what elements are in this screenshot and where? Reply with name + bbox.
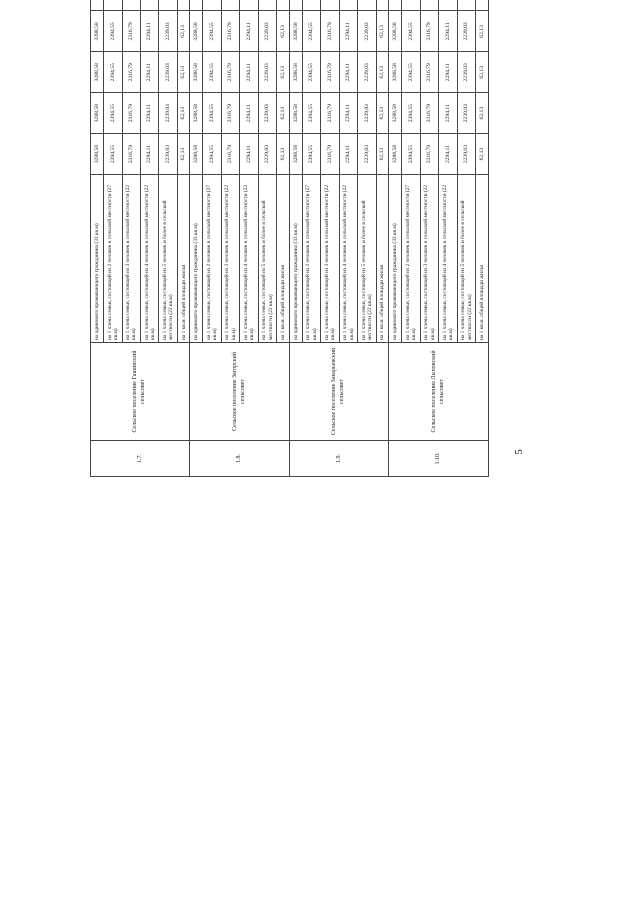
price-cell: 2239,03 (358, 52, 376, 93)
price-cell: 2394,55 (402, 11, 420, 52)
price-cell: 2394,55 (203, 93, 221, 134)
price-cell: 62,13 (476, 93, 489, 134)
price-cell: 2239,03 (159, 52, 177, 93)
price-cell: 3288,58 (190, 134, 203, 175)
price-cell: 2316,79 (221, 93, 239, 134)
category-label: на 1 члена семьи, состоящей из 4 человек в сельской местности (22 кв.м) (339, 175, 357, 343)
price-cell (190, 0, 203, 11)
price-cell: 2294,11 (240, 11, 258, 52)
price-cell (159, 0, 177, 11)
price-table (90, 0, 489, 477)
price-cell: 2294,11 (439, 11, 457, 52)
price-cell: 3288,58 (289, 134, 302, 175)
price-cell (476, 0, 489, 11)
category-label: на 1 кв.м. общей площади жилья (476, 175, 489, 343)
price-cell (91, 0, 104, 11)
price-cell: 2316,79 (420, 11, 438, 52)
category-label: на одинокого проживающего гражданина (33 кв.м) (190, 175, 203, 343)
price-cell: 3288,58 (389, 52, 402, 93)
price-cell: 2394,55 (203, 134, 221, 175)
category-label: на 1 члена семьи, состоящей из 3 человек в сельской местности (22 кв.м) (420, 175, 438, 343)
price-cell (258, 0, 276, 11)
price-cell: 2394,55 (104, 134, 122, 175)
price-cell (420, 0, 438, 11)
price-cell: 62,13 (376, 52, 389, 93)
price-cell: 2294,11 (140, 93, 158, 134)
price-cell: 3288,58 (289, 52, 302, 93)
section-number: 1.7. (91, 441, 190, 477)
price-cell: 3288,58 (389, 93, 402, 134)
section-number: 1.8. (190, 441, 289, 477)
price-cell: 2294,11 (240, 52, 258, 93)
price-cell: 2316,79 (420, 93, 438, 134)
price-cell: 62,13 (476, 11, 489, 52)
settlement-name: Сельское поселение Лыповский сельсовет (389, 343, 489, 441)
price-cell (321, 0, 339, 11)
settlement-name: Сельское поселение Закарьевский сельсовет (289, 343, 388, 441)
price-cell (122, 0, 140, 11)
price-cell: 2294,11 (339, 11, 357, 52)
table-row (190, 0, 203, 477)
price-cell: 2239,03 (258, 52, 276, 93)
price-cell: 2394,55 (104, 52, 122, 93)
category-label: на 1 члена семьи, состоящей из 4 человек в сельской местности (22 кв.м) (240, 175, 258, 343)
price-cell: 2294,11 (439, 52, 457, 93)
price-cell (277, 0, 290, 11)
price-cell (221, 0, 239, 11)
price-cell: 62,13 (376, 93, 389, 134)
settlement-name: Сельское поселение Гашинский сельсовет (91, 343, 190, 441)
price-cell: 2239,03 (457, 134, 475, 175)
price-cell (339, 0, 357, 11)
price-cell (376, 0, 389, 11)
price-cell: 62,13 (177, 52, 190, 93)
price-cell: 3288,58 (389, 134, 402, 175)
price-cell: 2394,55 (302, 93, 320, 134)
price-cell: 2394,55 (302, 134, 320, 175)
table-row (289, 0, 302, 477)
price-cell: 2316,79 (122, 134, 140, 175)
price-cell: 2239,03 (258, 93, 276, 134)
price-cell (289, 0, 302, 11)
price-cell: 2316,79 (321, 11, 339, 52)
price-cell: 2394,55 (203, 11, 221, 52)
price-cell (177, 0, 190, 11)
price-cell: 3288,58 (289, 93, 302, 134)
price-cell: 2316,79 (420, 134, 438, 175)
category-label: на 1 члена семьи, состоящей из 5 человек и более в сельской местности (22 кв.м) (358, 175, 376, 343)
price-cell: 62,13 (277, 93, 290, 134)
category-label: на 1 члена семьи, состоящей из 5 человек и более в сельской местности (22 кв.м) (258, 175, 276, 343)
price-cell: 2239,03 (358, 93, 376, 134)
price-cell: 2316,79 (122, 52, 140, 93)
price-cell: 2394,55 (402, 52, 420, 93)
price-cell: 2239,03 (159, 93, 177, 134)
price-cell: 62,13 (177, 11, 190, 52)
price-cell (358, 0, 376, 11)
category-label: на одинокого проживающего гражданина (33 кв.м) (389, 175, 402, 343)
table-row (91, 0, 104, 477)
price-cell: 2294,11 (140, 134, 158, 175)
price-cell: 2294,11 (439, 93, 457, 134)
price-cell: 2394,55 (402, 93, 420, 134)
page-number: 5 (513, 449, 525, 455)
price-cell: 2394,55 (104, 11, 122, 52)
price-cell: 2316,79 (321, 93, 339, 134)
price-cell: 2239,03 (457, 11, 475, 52)
price-cell: 2239,03 (457, 93, 475, 134)
category-label: на 1 кв.м. общей площади жилья (376, 175, 389, 343)
category-label: на 1 кв.м. общей площади жилья (177, 175, 190, 343)
category-label: на 1 члена семьи, состоящей из 3 человек в сельской местности (22 кв.м) (221, 175, 239, 343)
price-cell: 2316,79 (321, 52, 339, 93)
price-cell: 3288,58 (91, 52, 104, 93)
price-cell (104, 0, 122, 11)
price-cell: 2239,03 (258, 134, 276, 175)
price-cell: 62,13 (177, 134, 190, 175)
price-cell: 62,13 (476, 52, 489, 93)
price-cell: 2294,11 (240, 93, 258, 134)
price-cell: 2316,79 (321, 134, 339, 175)
price-cell: 62,13 (277, 11, 290, 52)
price-cell: 2316,79 (122, 11, 140, 52)
rotated-table-viewport (90, 22, 489, 871)
price-cell (457, 0, 475, 11)
price-cell: 3288,58 (190, 93, 203, 134)
price-cell: 2316,79 (221, 134, 239, 175)
price-cell (140, 0, 158, 11)
price-cell: 2294,11 (339, 134, 357, 175)
price-cell: 62,13 (476, 134, 489, 175)
price-cell: 2394,55 (104, 93, 122, 134)
price-cell (240, 0, 258, 11)
price-cell: 3288,58 (91, 93, 104, 134)
price-cell: 3288,58 (389, 11, 402, 52)
section-number: 1.9. (289, 441, 388, 477)
price-cell: 3288,58 (289, 11, 302, 52)
price-cell: 2394,55 (203, 52, 221, 93)
category-label: на 1 члена семьи, состоящей из 5 человек и более в сельской местности (22 кв.м) (159, 175, 177, 343)
price-cell: 3288,58 (91, 11, 104, 52)
price-cell (439, 0, 457, 11)
category-label: на одинокого проживающего гражданина (33 кв.м) (91, 175, 104, 343)
section-number: 1.10. (389, 441, 489, 477)
price-cell: 2239,03 (457, 52, 475, 93)
price-cell: 2394,55 (302, 52, 320, 93)
price-cell: 2294,11 (439, 134, 457, 175)
price-cell: 2239,03 (159, 134, 177, 175)
category-label: на одинокого проживающего гражданина (33 кв.м) (289, 175, 302, 343)
price-cell: 62,13 (177, 93, 190, 134)
price-cell: 2239,03 (159, 11, 177, 52)
price-cell (302, 0, 320, 11)
price-cell: 2294,11 (140, 52, 158, 93)
price-cell: 62,13 (277, 52, 290, 93)
price-cell: 2316,79 (221, 52, 239, 93)
price-cell: 2294,11 (240, 134, 258, 175)
category-label: на 1 члена семьи, состоящей из 2 человек в сельской местности (27 кв.м) (402, 175, 420, 343)
price-cell: 2239,03 (258, 11, 276, 52)
category-label: на 1 члена семьи, состоящей из 3 человек в сельской местности (22 кв.м) (321, 175, 339, 343)
category-label: на 1 члена семьи, состоящей из 2 человек в сельской местности (27 кв.м) (302, 175, 320, 343)
price-cell (203, 0, 221, 11)
price-cell: 2294,11 (339, 52, 357, 93)
price-cell: 2239,03 (358, 11, 376, 52)
price-cell: 62,13 (376, 11, 389, 52)
category-label: на 1 кв.м. общей площади жилья (277, 175, 290, 343)
category-label: на 1 члена семьи, состоящей из 5 человек и более в сельской местности (22 кв.м) (457, 175, 475, 343)
price-cell: 3288,58 (91, 134, 104, 175)
price-cell: 2316,79 (122, 93, 140, 134)
price-cell: 2316,79 (420, 52, 438, 93)
price-cell (402, 0, 420, 11)
price-cell: 3288,58 (190, 11, 203, 52)
category-label: на 1 члена семьи, состоящей из 4 человек в сельской местности (22 кв.м) (439, 175, 457, 343)
price-cell: 62,13 (277, 134, 290, 175)
price-cell: 62,13 (376, 134, 389, 175)
price-cell: 2239,03 (358, 134, 376, 175)
price-cell: 2394,55 (302, 11, 320, 52)
price-cell (389, 0, 402, 11)
category-label: на 1 члена семьи, состоящей из 2 человек в сельской местности (27 кв.м) (104, 175, 122, 343)
category-label: на 1 члена семьи, состоящей из 3 человек в сельской местности (22 кв.м) (122, 175, 140, 343)
price-cell: 2316,79 (221, 11, 239, 52)
price-cell: 2294,11 (339, 93, 357, 134)
table-row (389, 0, 402, 477)
category-label: на 1 члена семьи, состоящей из 4 человек в сельской местности (22 кв.м) (140, 175, 158, 343)
price-cell: 2294,11 (140, 11, 158, 52)
price-cell: 3288,58 (190, 52, 203, 93)
price-cell: 2394,55 (402, 134, 420, 175)
settlement-name: Сельское поселение Загорский сельсовет (190, 343, 289, 441)
category-label: на 1 члена семьи, состоящей из 2 человек в сельской местности (27 кв.м) (203, 175, 221, 343)
